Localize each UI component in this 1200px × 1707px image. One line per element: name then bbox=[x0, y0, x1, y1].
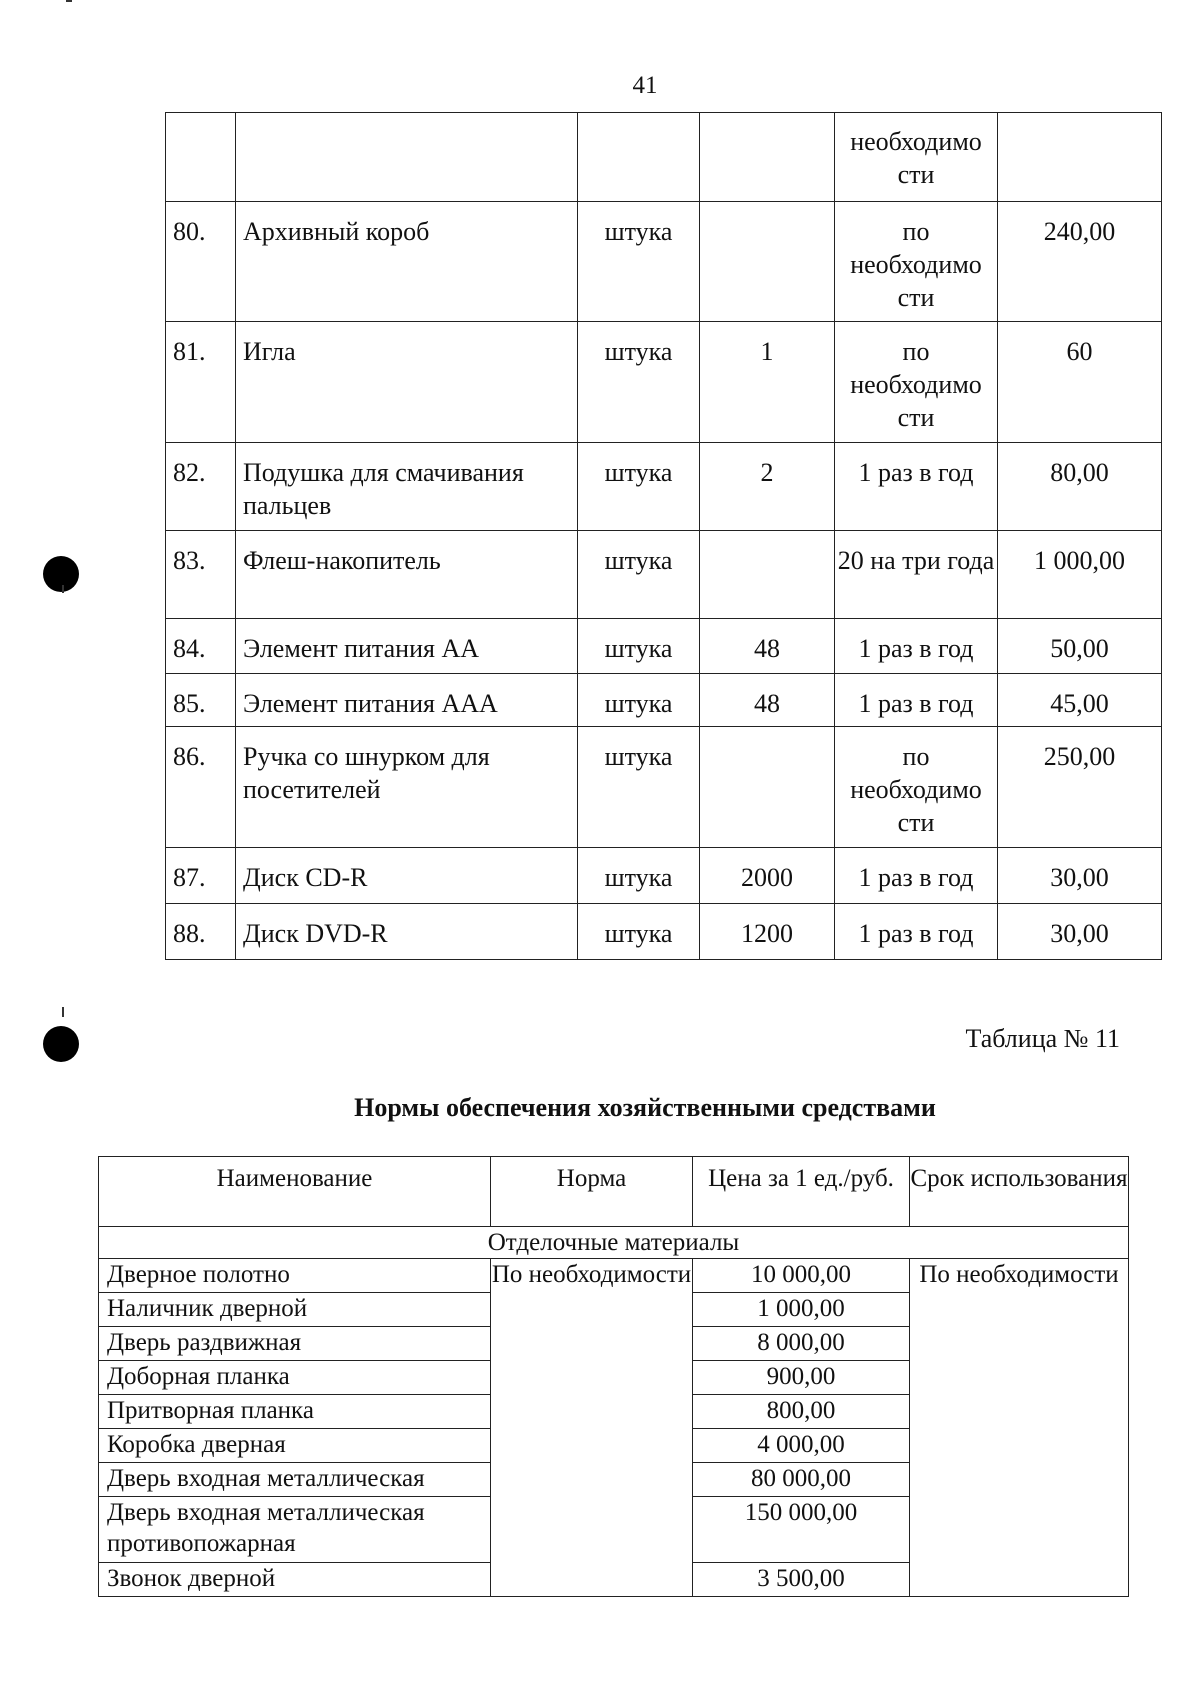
item-price: 8 000,00 bbox=[693, 1327, 910, 1361]
column-header-price: Цена за 1 ед./руб. bbox=[693, 1157, 910, 1227]
table-row bbox=[166, 727, 1162, 848]
item-name: Диск DVD-R bbox=[236, 904, 578, 960]
item-name: Дверь входная металлическая bbox=[99, 1463, 491, 1497]
item-name bbox=[236, 113, 578, 202]
item-period: по необходимо сти bbox=[835, 727, 998, 848]
table-title: Нормы обеспечения хозяйственными средствами bbox=[354, 1093, 936, 1122]
item-unit: штука bbox=[578, 322, 700, 443]
item-unit: штука bbox=[578, 531, 700, 619]
item-name: Элемент питания АА bbox=[236, 619, 578, 674]
row-number: 80. bbox=[166, 202, 236, 322]
item-price: 45,00 bbox=[998, 674, 1162, 727]
item-name: Наличник дверной bbox=[99, 1293, 491, 1327]
item-quantity: 1200 bbox=[700, 904, 835, 960]
item-price: 800,00 bbox=[693, 1395, 910, 1429]
table-row bbox=[166, 904, 1162, 960]
item-quantity: 48 bbox=[700, 619, 835, 674]
item-price: 80,00 bbox=[998, 443, 1162, 531]
item-price bbox=[998, 113, 1162, 202]
item-price: 50,00 bbox=[998, 619, 1162, 674]
row-number: 82. bbox=[166, 443, 236, 531]
row-number: 86. bbox=[166, 727, 236, 848]
column-header-name: Наименование bbox=[99, 1157, 491, 1227]
item-quantity: 48 bbox=[700, 674, 835, 727]
item-name: Дверь входная металлическая противопожарная bbox=[99, 1497, 491, 1563]
binder-hole-mark bbox=[43, 1026, 79, 1062]
item-price: 240,00 bbox=[998, 202, 1162, 322]
item-period: 1 раз в год bbox=[835, 674, 998, 727]
row-number: 87. bbox=[166, 848, 236, 904]
table-header-row bbox=[99, 1157, 1129, 1227]
section-title: Отделочные материалы bbox=[99, 1227, 1129, 1259]
item-price: 30,00 bbox=[998, 904, 1162, 960]
table-caption: Таблица № 11 bbox=[965, 1024, 1120, 1053]
item-period: 1 раз в год bbox=[835, 619, 998, 674]
table-row bbox=[166, 322, 1162, 443]
table-row bbox=[166, 202, 1162, 322]
item-price: 250,00 bbox=[998, 727, 1162, 848]
supplies-table bbox=[165, 112, 1162, 960]
binder-hole-mark bbox=[43, 556, 79, 592]
section-row bbox=[99, 1227, 1129, 1259]
item-price: 1 000,00 bbox=[998, 531, 1162, 619]
item-price: 4 000,00 bbox=[693, 1429, 910, 1463]
table-row bbox=[166, 113, 1162, 202]
row-number bbox=[166, 113, 236, 202]
item-name: Звонок дверной bbox=[99, 1563, 491, 1597]
household-norms-table bbox=[98, 1156, 1129, 1597]
item-name: Доборная планка bbox=[99, 1361, 491, 1395]
item-price: 10 000,00 bbox=[693, 1259, 910, 1293]
item-period: 1 раз в год bbox=[835, 443, 998, 531]
table-row bbox=[166, 443, 1162, 531]
item-period: необходимо сти bbox=[835, 113, 998, 202]
item-name: Коробка дверная bbox=[99, 1429, 491, 1463]
item-unit bbox=[578, 113, 700, 202]
item-price: 900,00 bbox=[693, 1361, 910, 1395]
item-quantity: 2 bbox=[700, 443, 835, 531]
item-period: 1 раз в год bbox=[835, 904, 998, 960]
item-unit: штука bbox=[578, 619, 700, 674]
item-name: Дверное полотно bbox=[99, 1259, 491, 1293]
item-quantity bbox=[700, 113, 835, 202]
item-name: Флеш-накопитель bbox=[236, 531, 578, 619]
item-name: Дверь раздвижная bbox=[99, 1327, 491, 1361]
column-header-term: Срок использования bbox=[910, 1157, 1129, 1227]
column-header-norm: Норма bbox=[491, 1157, 693, 1227]
scan-speck bbox=[62, 1007, 64, 1017]
item-quantity bbox=[700, 727, 835, 848]
row-number: 88. bbox=[166, 904, 236, 960]
table-row bbox=[166, 848, 1162, 904]
item-name: Игла bbox=[236, 322, 578, 443]
table-row bbox=[166, 619, 1162, 674]
scan-speck bbox=[66, 0, 72, 2]
item-price: 80 000,00 bbox=[693, 1463, 910, 1497]
item-name: Диск CD-R bbox=[236, 848, 578, 904]
item-price: 3 500,00 bbox=[693, 1563, 910, 1597]
row-number: 85. bbox=[166, 674, 236, 727]
item-name: Подушка для смачивания пальцев bbox=[236, 443, 578, 531]
item-name: Элемент питания ААА bbox=[236, 674, 578, 727]
item-quantity bbox=[700, 202, 835, 322]
norm-value: По необходимости bbox=[491, 1259, 693, 1597]
item-unit: штука bbox=[578, 848, 700, 904]
item-period: по необходимо сти bbox=[835, 202, 998, 322]
item-price: 30,00 bbox=[998, 848, 1162, 904]
item-quantity bbox=[700, 531, 835, 619]
item-unit: штука bbox=[578, 443, 700, 531]
row-number: 81. bbox=[166, 322, 236, 443]
table-row bbox=[99, 1259, 1129, 1293]
table-row bbox=[166, 531, 1162, 619]
item-name: Архивный короб bbox=[236, 202, 578, 322]
row-number: 83. bbox=[166, 531, 236, 619]
item-unit: штука bbox=[578, 904, 700, 960]
row-number: 84. bbox=[166, 619, 236, 674]
item-unit: штука bbox=[578, 202, 700, 322]
item-period: 20 на три года bbox=[835, 531, 998, 619]
item-price: 60 bbox=[998, 322, 1162, 443]
item-unit: штука bbox=[578, 727, 700, 848]
item-name: Ручка со шнурком для посетителей bbox=[236, 727, 578, 848]
item-quantity: 2000 bbox=[700, 848, 835, 904]
term-value: По необходимости bbox=[910, 1259, 1129, 1597]
table-row bbox=[166, 674, 1162, 727]
page-number: 41 bbox=[632, 72, 658, 99]
item-period: по необходимо сти bbox=[835, 322, 998, 443]
scan-speck bbox=[62, 585, 64, 593]
item-price: 1 000,00 bbox=[693, 1293, 910, 1327]
item-period: 1 раз в год bbox=[835, 848, 998, 904]
item-unit: штука bbox=[578, 674, 700, 727]
item-name: Притворная планка bbox=[99, 1395, 491, 1429]
item-quantity: 1 bbox=[700, 322, 835, 443]
item-price: 150 000,00 bbox=[693, 1497, 910, 1563]
